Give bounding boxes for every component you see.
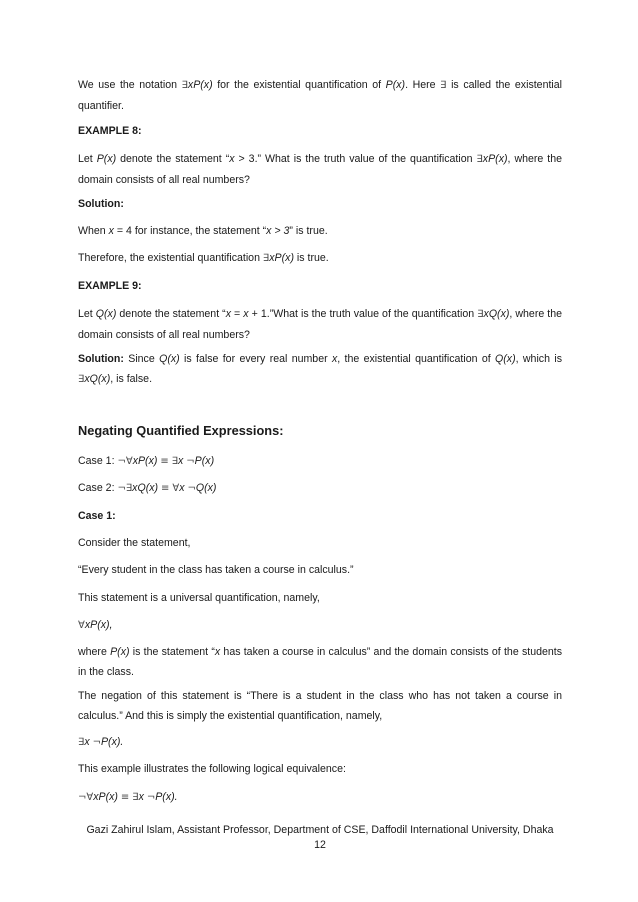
illustrates-text: This example illustrates the following logical equivalence: [78, 763, 346, 775]
text: where [78, 646, 111, 658]
example8-solution-line2 [78, 248, 562, 269]
exists-symbol: ∃ [181, 80, 188, 91]
equiv-symbol: ≡ [161, 483, 170, 494]
forall-symbol: ∀ [125, 456, 133, 467]
consider-text: Consider the statement, [78, 537, 191, 549]
negating-heading: Negating Quantified Expressions: [78, 423, 284, 438]
text: Therefore, the existential quantification [78, 252, 263, 264]
intro-text: is called the existential quantifier. [78, 79, 563, 112]
expr: x [243, 308, 249, 320]
expr: P(x) [194, 455, 215, 467]
expr: x [108, 225, 114, 237]
forall-expression [78, 615, 562, 636]
case2-formula [78, 478, 562, 499]
where-paragraph [78, 642, 562, 682]
document-page [78, 0, 562, 902]
text: When [78, 225, 109, 237]
text: is true. [293, 252, 329, 264]
text: = 4 for instance, the statement “ [113, 225, 267, 237]
footer-credit: Gazi Zahirul Islam, Assistant Professor, Department of CSE, Daffodil International University, Dhaka [86, 824, 554, 836]
example8-heading: EXAMPLE 8: [78, 125, 142, 137]
expr: x > 3 [266, 225, 290, 237]
text: > 3.” What is the truth value of the quantification [234, 153, 477, 165]
expr: xP(x) [482, 153, 508, 165]
text: Case 1: [78, 455, 118, 467]
text: is the statement “ [129, 646, 215, 658]
negation-paragraph: The negation of this statement is “There is a student in the class who has not taken a course in calculus.” And this is simply the existential quantification, namely, [78, 690, 562, 722]
expr: Q(x) [195, 482, 217, 494]
text: , where the domain consists of all real numbers? [78, 308, 563, 341]
example8-question [78, 149, 562, 190]
example8-solution-line1 [78, 221, 562, 241]
not-symbol: ¬ [186, 456, 195, 467]
text: denote the statement “ [116, 153, 230, 165]
not-symbol: ¬ [92, 737, 101, 748]
text: ” is true. [289, 225, 328, 237]
forall-symbol: ∀ [172, 483, 180, 494]
text: Since [123, 353, 160, 365]
expr: xP(x) [132, 455, 158, 467]
expr: P(x) [96, 153, 117, 165]
expr: xQ(x) [132, 482, 159, 494]
text: , which is [515, 353, 562, 365]
expr: xQ(x) [84, 373, 111, 385]
equiv-symbol: ≡ [120, 792, 130, 803]
exists-symbol: ∃ [171, 456, 179, 467]
forall-symbol: ∀ [78, 620, 85, 631]
expr: P(x). [155, 791, 178, 803]
intro-text: We use the notation [78, 79, 182, 91]
not-symbol: ¬ [146, 792, 156, 803]
expr: xP(x), [84, 619, 113, 631]
example8-solution-heading: Solution: [78, 198, 124, 210]
page-number: 12 [314, 839, 326, 851]
expr: Q(x) [95, 308, 117, 320]
intro-expr: xP(x) [187, 79, 213, 91]
exists-expression [78, 732, 562, 753]
example9-question [78, 304, 562, 345]
expr: x [214, 646, 221, 658]
equiv-symbol: ≡ [160, 456, 169, 467]
exists-symbol: ∃ [78, 374, 85, 385]
expr: x [229, 153, 235, 165]
expr: x [84, 736, 93, 748]
exists-symbol: ∃ [440, 80, 447, 91]
expr: P(x). [100, 736, 124, 748]
page-footer [78, 823, 562, 853]
text: Case 2: [78, 482, 118, 494]
text: , where the domain consists of all real numbers? [78, 153, 562, 186]
intro-expr: P(x) [385, 79, 406, 91]
expr: x [178, 455, 187, 467]
intro-paragraph [78, 75, 562, 116]
expr: Q(x) [159, 353, 180, 365]
intro-text: for the existential quantification of [212, 79, 386, 91]
text: , is false. [110, 373, 153, 385]
exists-symbol: ∃ [132, 792, 139, 803]
intro-text: . Here [405, 79, 441, 91]
text: is false for every real number [179, 353, 332, 365]
expr: x [331, 353, 338, 365]
final-equivalence [78, 787, 562, 808]
not-symbol: ¬ [117, 483, 126, 494]
expr: x [138, 791, 147, 803]
quote-text: “Every student in the class has taken a course in calculus.” [78, 564, 354, 576]
expr: x [225, 308, 232, 320]
exists-symbol: ∃ [476, 154, 483, 165]
text: has taken a course in calculus” and the domain consists of the students in the class. [78, 646, 562, 678]
forall-symbol: ∀ [86, 792, 94, 803]
text: , the existential quantification of [337, 353, 496, 365]
not-symbol: ¬ [187, 483, 196, 494]
expr: xQ(x) [483, 308, 510, 320]
example9-heading: EXAMPLE 9: [78, 280, 142, 292]
example9-solution [78, 349, 562, 390]
text: Let [78, 308, 96, 320]
expr: x [179, 482, 188, 494]
text: = [231, 308, 244, 320]
exists-symbol: ∃ [125, 483, 133, 494]
text: denote the statement “ [116, 308, 226, 320]
exists-symbol: ∃ [78, 737, 85, 748]
text: Let [78, 153, 97, 165]
expr: Q(x) [495, 353, 516, 365]
exists-symbol: ∃ [477, 309, 484, 320]
expr: xP(x) [93, 791, 118, 803]
solution-label: Solution: [78, 353, 124, 365]
expr: xP(x) [269, 252, 294, 264]
exists-symbol: ∃ [262, 253, 270, 264]
not-symbol: ¬ [78, 792, 87, 803]
not-symbol: ¬ [117, 456, 126, 467]
case1-heading: Case 1: [78, 510, 116, 522]
expr: P(x) [110, 646, 130, 658]
text: + 1.”What is the truth value of the quantification [248, 308, 478, 320]
case1-formula [78, 451, 562, 472]
universal-text: This statement is a universal quantification, namely, [78, 592, 320, 604]
